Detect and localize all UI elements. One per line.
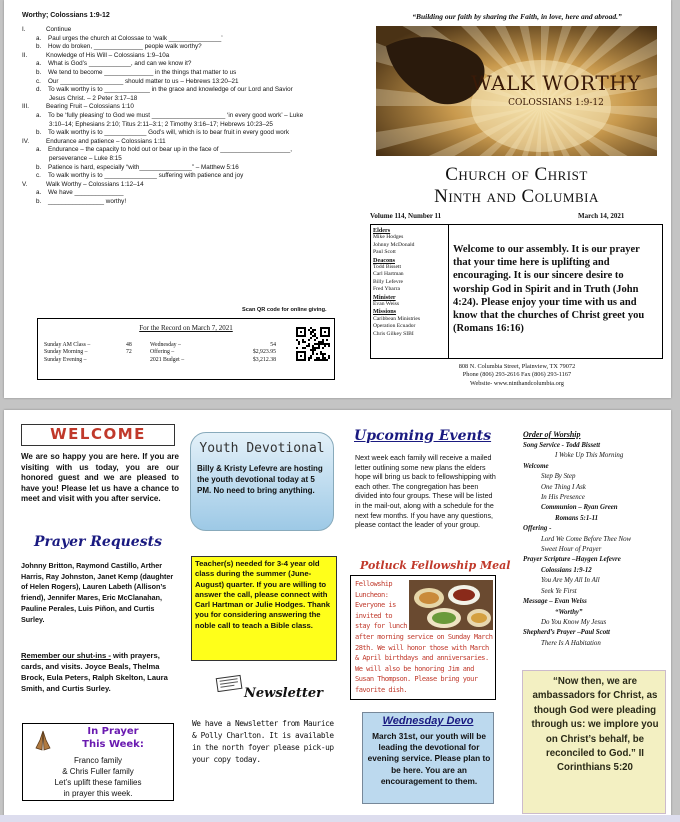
upcoming-events-heading: Upcoming Events	[354, 428, 492, 444]
outline-text: Endurance – the capacity to hold out or bear up in the face of ____________________,	[48, 146, 293, 154]
record-row	[44, 342, 154, 349]
outline-marker: c.	[36, 77, 41, 85]
outline-line	[22, 146, 342, 155]
outline-line	[22, 164, 342, 173]
outline-text: 3:10–14; Ephesians 2:10; Titus 2:11–3:1; 2 Timothy 3:16–17; Hebrews 10:23–25	[49, 120, 273, 128]
staff-heading: Deacons	[373, 256, 395, 264]
staff-name: Carl Hartman	[373, 271, 404, 278]
outline-line	[22, 121, 342, 130]
record-label: Sunday Morning –	[44, 349, 88, 356]
outline-line	[22, 155, 342, 164]
outline-marker: a.	[36, 146, 42, 154]
record-mid-col	[150, 342, 220, 364]
scripture-verse: “Now then, we are ambassadors for Christ, as though God were pleading through us: we implore you on Christ’s behalf, be reconciled to God.” II Corinthians 5:20	[531, 676, 659, 774]
record-row	[44, 357, 154, 364]
order-heading: Shepherd’s Prayer –Paul Scott	[523, 629, 610, 637]
prayer-week-line: Franco family	[73, 756, 122, 765]
order-heading: Communion – Ryan Green	[541, 504, 618, 512]
record-value: 72	[126, 349, 132, 356]
record-box	[37, 318, 335, 380]
outline-marker: II.	[22, 51, 28, 59]
bulletin-page-back	[4, 410, 671, 822]
order-heading: Message – Evan Weiss	[523, 598, 587, 606]
newsletter-heading: Newsletter	[244, 686, 324, 701]
prayer-week-line: in prayer this week.	[63, 789, 133, 798]
record-label: 2021 Budget –	[150, 356, 185, 363]
record-title: For the Record on March 7, 2021	[139, 324, 233, 332]
order-heading: Welcome	[523, 462, 549, 470]
prayer-week-heading-2: This Week:	[82, 739, 144, 750]
prayer-week-line: Let’s uplift these families	[54, 778, 142, 787]
praying-hands-icon	[31, 730, 55, 752]
outline-marker: III.	[22, 103, 29, 111]
outline-text: To walk worthy is to _____________ in the grace and knowledge of our Lord and Savior	[48, 86, 293, 94]
record-label: Offering –	[150, 349, 175, 356]
staff-heading: Elders	[373, 227, 391, 234]
newspaper-icon	[215, 674, 243, 692]
outline-marker: a.	[36, 60, 42, 68]
outline-line	[22, 43, 342, 52]
prayer-requests-heading: Prayer Requests	[34, 534, 162, 550]
staff-name: Paul Scott	[373, 249, 396, 256]
welcome-body: We are so happy you are here. If you are visiting with us today, you are our honored guest and we are pleased to have you! Please let us have a chance to meet and visit with you after service.	[21, 452, 179, 503]
record-value: $2,923.95	[252, 349, 276, 356]
wednesday-devo-box	[362, 712, 494, 804]
outline-line	[22, 129, 342, 138]
shutins-block	[21, 650, 177, 694]
prayer-week-heading-1: In Prayer	[87, 726, 139, 737]
record-label: Sunday AM Class –	[44, 342, 91, 348]
outline-line	[22, 103, 342, 112]
outline-text: Knowledge of His Will – Colossians 1:9–10a	[46, 51, 170, 59]
outline-marker: I.	[22, 26, 26, 33]
outline-line	[22, 198, 342, 207]
record-value: 48	[126, 342, 132, 348]
outline-text: Walk Worthy – Colossians 1:12–14	[46, 180, 144, 188]
shutins-body: with prayers, cards, and visits. Joyce Beals, Thelma Brock, Eula Peters, Ralph Skelton, Laura Smith, and Curtis Surley.	[21, 651, 168, 693]
upcoming-events-body: Next week each family will receive a mailed letter outlining some new plans the elders hope will bring us back to fellowshipping with each other. The congregation has been divided into four groups. These will be listed in the mail-out, along with a schedule for the next few months. If you have any questions, please contact the leader of your group.	[355, 454, 496, 530]
outline-text: Paul urges the church at Colossae to ‘walk _______________’	[48, 34, 223, 42]
outline-text: What is God’s ____________, and can we know it?	[48, 60, 192, 68]
order-item: There Is A Habitation	[541, 639, 601, 647]
outline-marker: b.	[36, 43, 42, 51]
order-heading: Offering -	[523, 525, 552, 533]
outline-title: Worthy; Colossians 1:9-12	[22, 12, 110, 19]
banner-subtitle: COLOSSIANS 1:9-12	[508, 98, 604, 108]
youth-devo-heading: Youth Devotional	[199, 441, 325, 456]
outline-marker: a.	[36, 34, 42, 42]
order-heading: Colossians 1:9-12	[541, 566, 592, 574]
outline-marker: d.	[36, 86, 42, 94]
order-heading: Prayer Scripture –Haygen Lefevre	[523, 556, 621, 564]
staff-name: Todd Bissett	[373, 264, 402, 271]
order-item: Seek Ye First	[541, 587, 577, 595]
outline-marker: a.	[36, 111, 42, 119]
bulletin-page-front	[4, 0, 671, 398]
outline-text: Endurance and patience – Colossians 1:11	[46, 137, 166, 145]
outline-marker: b.	[36, 129, 42, 137]
staff-name: Caribbean Ministries	[373, 315, 421, 322]
outline-text: Bearing Fruit – Colossians 1:10	[46, 103, 134, 111]
outline-line	[22, 35, 342, 44]
outline-marker: b.	[36, 68, 42, 76]
record-row	[44, 349, 154, 356]
contact-block	[382, 363, 652, 388]
outline-line	[22, 112, 342, 121]
outline-line	[22, 78, 342, 87]
welcome-heading: WELCOME	[21, 424, 175, 446]
order-of-worship-heading: Order of Worship	[523, 430, 581, 439]
record-label: Wednesday –	[150, 342, 181, 348]
outline-text: We tend to become ______________ in the things that matter to us	[48, 68, 237, 76]
prayer-week-line: & Chris Fuller family	[62, 767, 134, 776]
order-of-worship-list	[523, 441, 669, 649]
record-label: Sunday Evening –	[44, 356, 87, 363]
order-item: Step By Step	[541, 473, 576, 481]
outline-marker: IV.	[22, 137, 30, 145]
outline-line	[22, 172, 342, 181]
record-value: 54	[270, 342, 276, 348]
viewer-scrollbar[interactable]	[0, 815, 680, 822]
wednesday-devo-heading: Wednesday Devo	[382, 715, 474, 727]
youth-devo-body: Billy & Kristy Lefevre are hosting the youth devotional today at 5 PM. No need to bring anything.	[197, 464, 323, 495]
staff-name: Billy Lefevre	[373, 278, 403, 285]
prayer-requests-body: Johnny Britton, Raymond Castillo, Arther Harris, Ray Johnston, Janet Kemp (daughter of Helen Rogers), Lauren Labeth (Allison’s friend), Jennifer Mares, Eric McClanahan, Pauline Perales, Luis Piñon, and Curtis Surley.	[21, 561, 174, 624]
outline-text: How do broken, ______________ people walk worthy?	[48, 43, 202, 51]
sermon-banner	[376, 26, 657, 156]
staff-name: Chris Gilkey SIBI	[373, 330, 414, 337]
order-item: One Thing I Ask	[541, 483, 586, 491]
staff-name: Mike Hodges	[373, 234, 404, 241]
order-item: Lord We Come Before Thee Now	[541, 535, 632, 543]
outline-text: Jesus Christ. – 2 Peter 3:17–18	[49, 94, 138, 102]
banner-title: WALK WORTHY	[471, 71, 641, 95]
order-item: Do You Know My Jesus	[541, 618, 607, 626]
outline-line	[22, 52, 342, 61]
outline-line	[22, 181, 342, 190]
order-heading: Song Service - Todd Bissett	[523, 442, 601, 449]
order-item: I Woke Up This Morning	[555, 452, 624, 460]
order-item: You Are My All In All	[541, 577, 600, 585]
newsletter-body: We have a Newsletter from Maurice & Polly Charlton. It is available in the north foyer please pick-up your copy today.	[192, 719, 334, 764]
record-left-col	[44, 342, 154, 364]
staff-list	[373, 227, 448, 338]
outline-text: To walk worthy is to _______________ suffering with patience and joy	[48, 172, 244, 180]
church-address: 808 N. Columbia Street, Plainview, TX 79072	[458, 363, 576, 370]
outline-marker: b.	[36, 197, 42, 205]
church-name: Church of Christ	[445, 164, 588, 185]
teacher-needed-box: Teacher(s) needed for 3-4 year old class during the summer (June-August) quarter. If you are willing to answer the call, please connect with Carl Hartman or Julie Hodges. Thank you for considering answering the noble call to teach a Bible class.	[191, 556, 337, 661]
wednesday-devo-body: March 31st, our youth will be leading the devotional for evening service. Please plan to be here. You are an encouragement to them.	[367, 731, 491, 786]
outline-line	[22, 138, 342, 147]
prayer-week-body	[23, 755, 173, 799]
staff-heading: Minister	[373, 293, 396, 301]
qr-caption: Scan QR code for online giving.	[242, 307, 327, 313]
staff-name: Evan Weiss	[373, 301, 400, 308]
order-item: Sweet Hour of Prayer	[541, 546, 602, 554]
potluck-box	[350, 575, 496, 700]
potluck-heading: Potluck Fellowship Meal	[360, 559, 511, 572]
outline-line	[22, 60, 342, 69]
outline-text: Our __________________ should matter to us – Hebrews 13:20–21	[48, 77, 239, 85]
sermon-outline	[22, 26, 342, 206]
outline-line	[22, 95, 342, 104]
volume-number: Volume 114, Number 11	[370, 212, 442, 220]
outline-text: ________________ worthy!	[48, 197, 127, 205]
outline-text: We have ______________	[48, 189, 124, 197]
youth-devo-box	[190, 432, 334, 531]
outline-line	[22, 26, 342, 35]
church-location: Ninth and Columbia	[434, 186, 599, 207]
order-heading: Romans 5:1-11	[555, 514, 599, 522]
record-value: $3,212.38	[252, 356, 276, 363]
church-website[interactable]: Website- www.ninthandcolumbia.org	[470, 379, 564, 387]
info-panel	[370, 224, 663, 359]
potluck-body: Fellowship Luncheon: Everyone is invited to stay for lunch after morning service on Sunday March 28th. We will honor those with March & April birthdays and anniversaries. We will also be honoring Jim and Susan Thompson. Please bring your favorite dish.	[355, 580, 493, 694]
welcome-message: Welcome to our assembly. It is our prayer that your time here is uplifting and encouraging. It is our sincere desire to worship God in Spirit and in Truth (John 4:24). Please enjoy your time with us and know that the churches of Christ greet you (Romans 16:16)	[453, 244, 645, 335]
outline-text: To walk worthy is to ____________ God’s will, which is to bear fruit in every good work	[48, 129, 290, 137]
outline-line	[22, 69, 342, 78]
order-item: In His Presence	[541, 494, 585, 502]
outline-text: To be ‘fully pleasing’ to God we must _____________________ ‘in every good work’ – Luke	[48, 111, 304, 119]
qr-code[interactable]	[296, 327, 330, 361]
scripture-card	[522, 670, 666, 814]
record-right-col	[216, 342, 276, 364]
outline-line	[22, 189, 342, 198]
bulletin-date: March 14, 2021	[578, 212, 625, 220]
staff-name: Johnny McDonald	[373, 241, 415, 248]
shutins-heading: Remember our shut-ins -	[21, 651, 111, 660]
outline-marker: b.	[36, 163, 42, 171]
outline-marker: V.	[22, 180, 28, 188]
staff-name: Operation Ecuador	[373, 323, 416, 330]
church-phone: Phone (806) 293-2616 Fax (806) 293-1167	[462, 371, 572, 379]
outline-text: Patience is hard, especially “with_______________” – Matthew 5:16	[48, 163, 239, 171]
staff-name: Fred Ybarra	[373, 286, 400, 293]
staff-heading: Missions	[373, 308, 397, 316]
outline-marker: a.	[36, 189, 42, 197]
outline-marker: c.	[36, 172, 41, 180]
outline-line	[22, 86, 342, 95]
outline-text: Continue	[46, 26, 72, 33]
prayer-week-box	[22, 723, 174, 801]
order-heading: “Worthy”	[555, 608, 583, 616]
outline-text: perseverance – Luke 8:15	[49, 154, 122, 162]
church-motto: “Building our faith by sharing the Faith, in love, here and abroad.”	[412, 12, 622, 21]
